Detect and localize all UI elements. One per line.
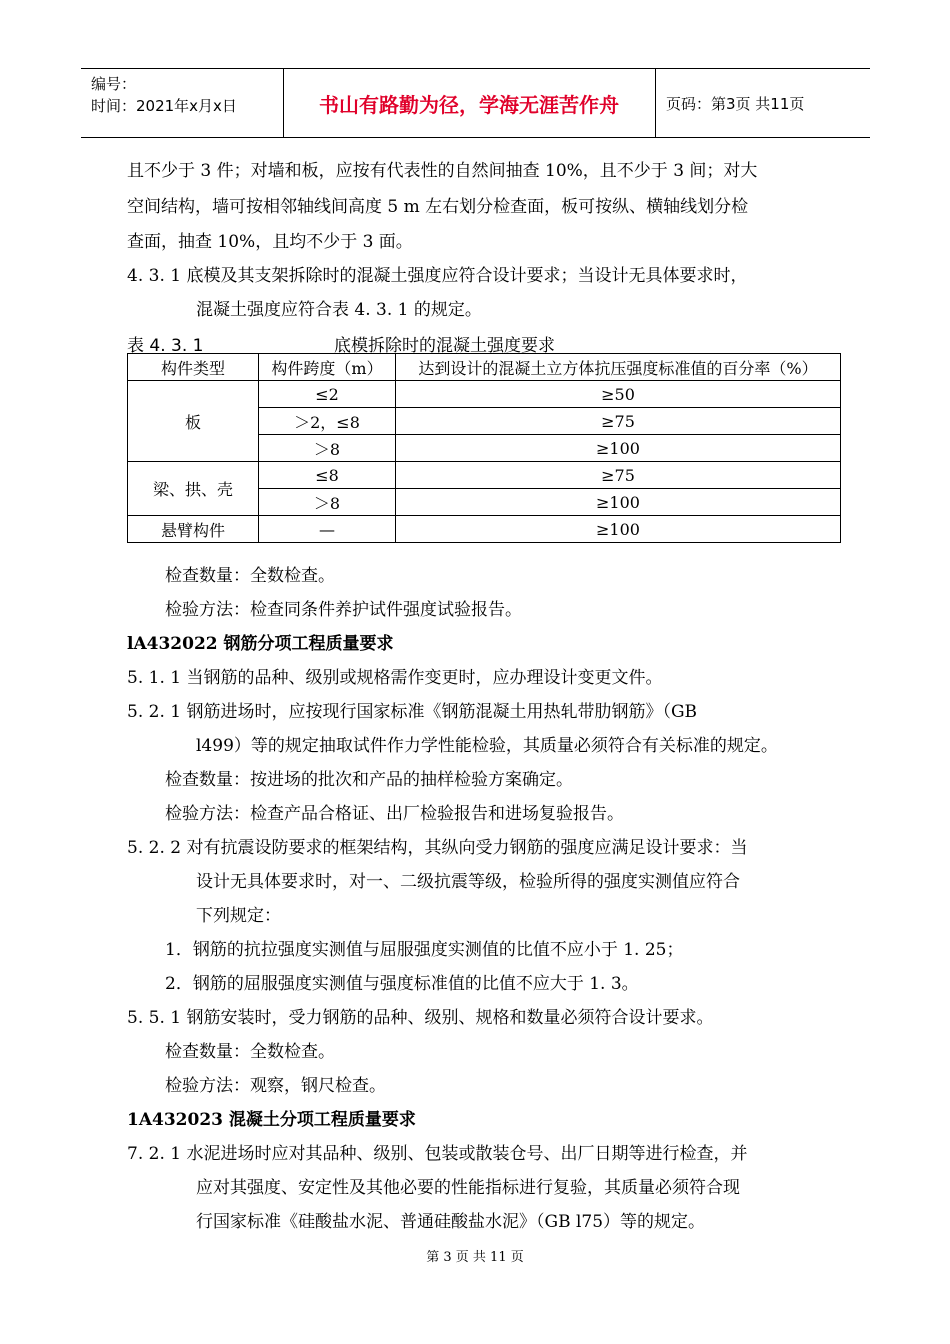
inspection-method: 检验方法：检查同条件养护试件强度试验报告。 <box>165 600 522 620</box>
table-row <box>128 516 841 543</box>
inspection-quantity: 检查数量：全数检查。 <box>165 1042 335 1062</box>
table-cell: ≥50 <box>396 381 841 408</box>
table-group-cell: 板 <box>128 381 259 462</box>
clause-5-2-1: 5. 2. 1 钢筋进场时，应按现行国家标准《钢筋混凝土用热轧带肋钢筋》（GB <box>127 702 698 722</box>
paragraph-line: 且不少于 3 件；对墙和板，应按有代表性的自然间抽查 10%，且不少于 3 间；对大 <box>127 161 758 181</box>
table-cell: ≤2 <box>259 381 396 408</box>
paragraph-line: 行国家标准《硅酸盐水泥、普通硅酸盐水泥》（GB l75）等的规定。 <box>196 1212 706 1232</box>
table-title: 底模拆除时的混凝土强度要求 <box>334 336 555 356</box>
table-row <box>128 462 841 489</box>
table-cell: ≥100 <box>396 516 841 543</box>
header-meta <box>91 73 237 117</box>
inspection-quantity: 检查数量：按进场的批次和产品的抽样检验方案确定。 <box>165 770 573 790</box>
paragraph-line: l499）等的规定抽取试件作力学性能检验，其质量必须符合有关标准的规定。 <box>196 736 778 756</box>
section-heading: 1A432023 混凝土分项工程质量要求 <box>127 1110 416 1130</box>
table-group-cell: 梁、拱、壳 <box>128 462 259 516</box>
page-footer: 第 3 页 共 11 页 <box>426 1250 524 1265</box>
document-number-label: 编号： <box>91 75 137 93</box>
inspection-method: 检验方法：观察，钢尺检查。 <box>165 1076 386 1096</box>
table-cell: — <box>259 516 396 543</box>
table-cell: ＞8 <box>259 435 396 462</box>
paragraph-line: 混凝土强度应符合表 4. 3. 1 的规定。 <box>196 300 482 320</box>
clause-5-2-2: 5. 2. 2 对有抗震设防要求的框架结构，其纵向受力钢筋的强度应满足设计要求：当 <box>127 838 748 858</box>
table-cell: ≥100 <box>396 435 841 462</box>
paragraph-line: 应对其强度、安定性及其他必要的性能指标进行复验，其质量必须符合现 <box>196 1178 740 1198</box>
clause-4-3-1: 4. 3. 1 底模及其支架拆除时的混凝土强度应符合设计要求；当设计无具体要求时， <box>127 266 748 286</box>
table-group-cell: 悬臂构件 <box>128 516 259 543</box>
clause-5-5-1: 5. 5. 1 钢筋安装时，受力钢筋的品种、级别、规格和数量必须符合设计要求。 <box>127 1008 714 1028</box>
list-item: 1．钢筋的抗拉强度实测值与屈服强度实测值的比值不应小于 1. 25； <box>165 940 684 960</box>
header-divider <box>655 69 656 137</box>
section-heading: lA432022 钢筋分项工程质量要求 <box>127 634 394 654</box>
table-header-row <box>128 354 841 381</box>
inspection-quantity: 检查数量：全数检查。 <box>165 566 335 586</box>
list-item: 2．钢筋的屈服强度实测值与强度标准值的比值不应大于 1. 3。 <box>165 974 639 994</box>
table-cell: ≤8 <box>259 462 396 489</box>
table-header-cell: 构件跨度（m） <box>259 354 396 381</box>
table-row <box>128 381 841 408</box>
table-header-cell: 达到设计的混凝土立方体抗压强度标准值的百分率（%） <box>396 354 841 381</box>
document-date: 时间：2021年x月x日 <box>91 97 237 115</box>
table-cell: ＞2，≤8 <box>259 408 396 435</box>
inspection-method: 检验方法：检查产品合格证、出厂检验报告和进场复验报告。 <box>165 804 624 824</box>
clause-5-1-1: 5. 1. 1 当钢筋的品种、级别或规格需作变更时，应办理设计变更文件。 <box>127 668 663 688</box>
page-header <box>81 68 870 138</box>
paragraph-line: 下列规定： <box>196 906 281 926</box>
table-header-cell: 构件类型 <box>128 354 259 381</box>
table-number: 表 4. 3. 1 <box>127 336 204 356</box>
table-cell: ≥75 <box>396 408 841 435</box>
paragraph-line: 空间结构，墙可按相邻轴线间高度 5 m 左右划分检查面，板可按纵、横轴线划分检 <box>127 197 749 217</box>
clause-7-2-1: 7. 2. 1 水泥进场时应对其品种、级别、包装或散装仓号、出厂日期等进行检查，并 <box>127 1144 748 1164</box>
table-cell: ≥75 <box>396 462 841 489</box>
paragraph-line: 设计无具体要求时，对一、二级抗震等级，检验所得的强度实测值应符合 <box>196 872 740 892</box>
paragraph-line: 查面，抽查 10%，且均不少于 3 面。 <box>127 232 413 252</box>
table-cell: ≥100 <box>396 489 841 516</box>
header-motto: 书山有路勤为径，学海无涯苦作舟 <box>319 92 619 117</box>
header-page-info: 页码：第3页 共11页 <box>666 94 805 113</box>
strength-table <box>127 353 841 543</box>
table-cell: ＞8 <box>259 489 396 516</box>
